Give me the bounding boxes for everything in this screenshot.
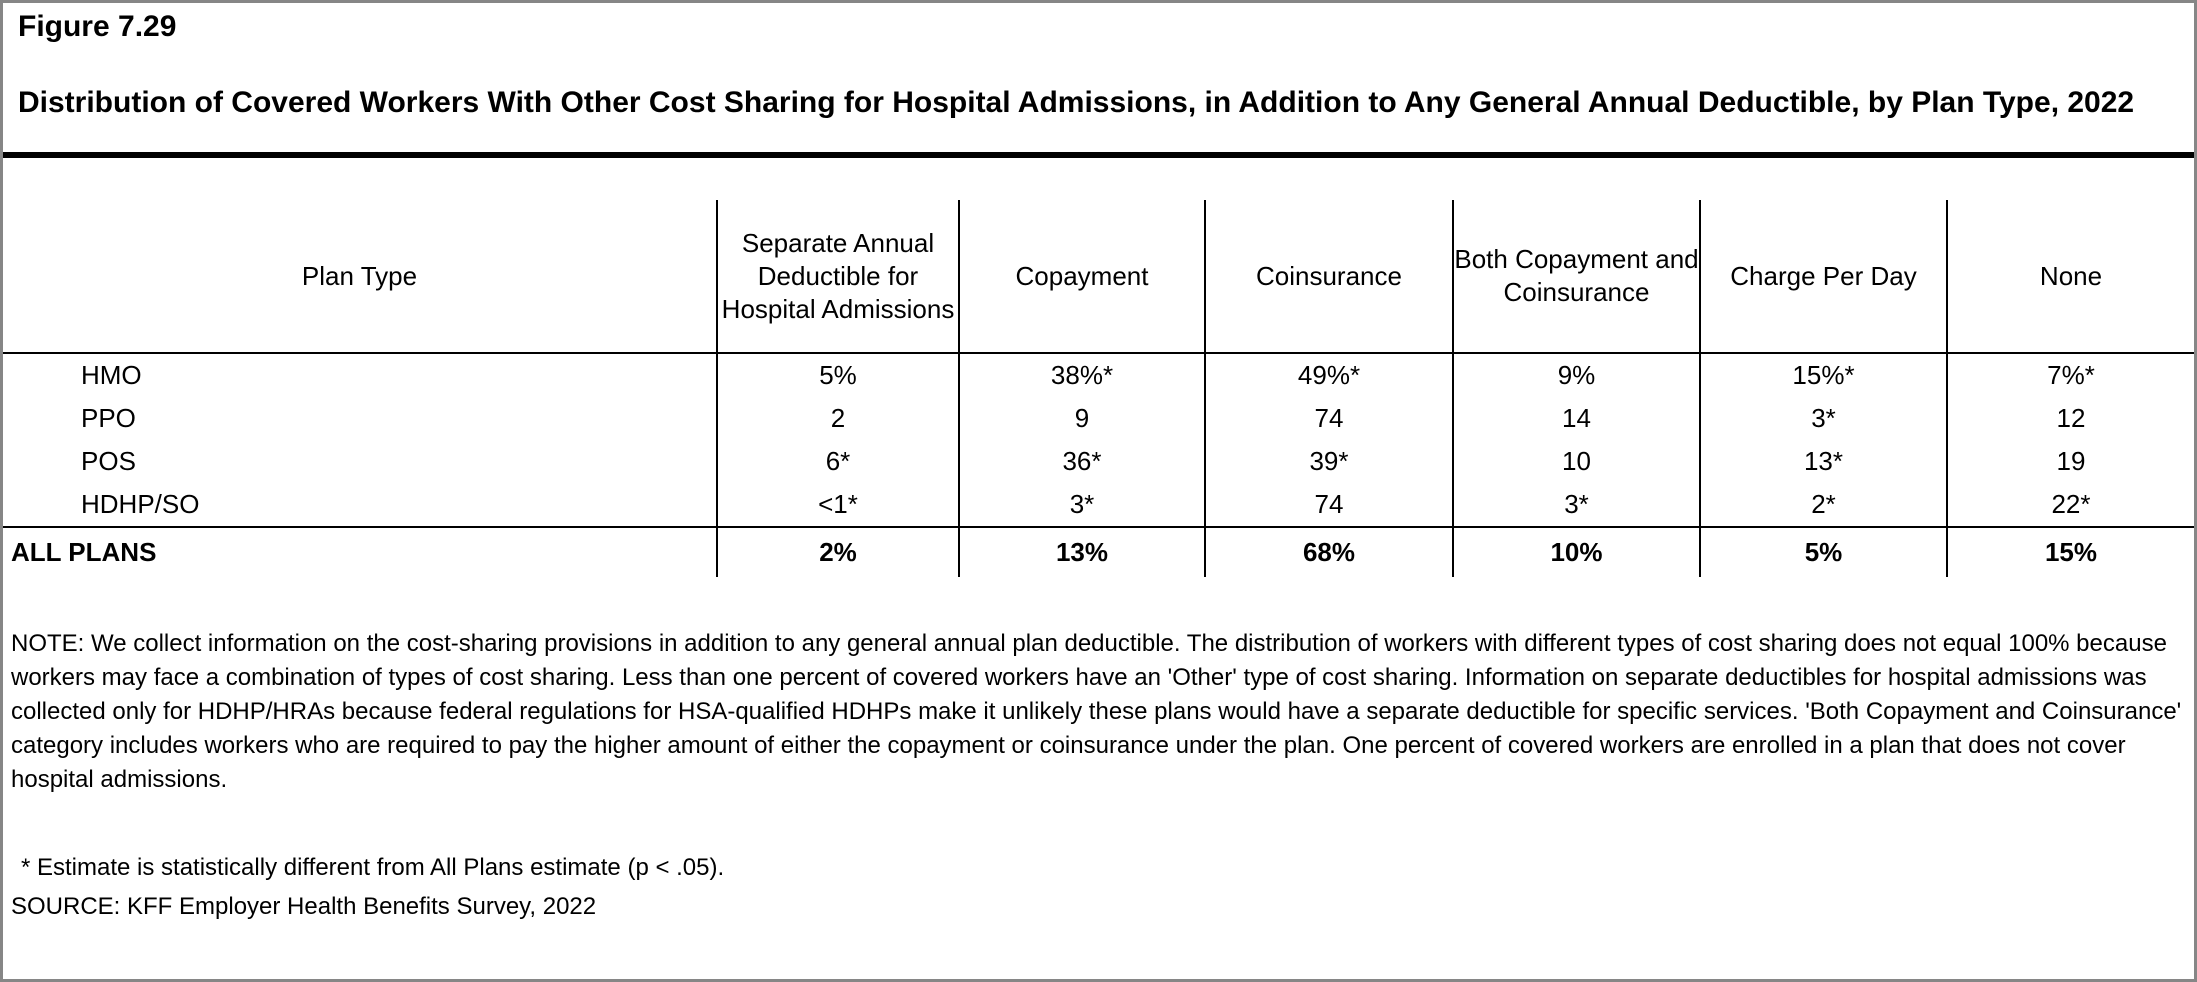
value-cell: 14 xyxy=(1453,397,1700,440)
column-header-coinsurance: Coinsurance xyxy=(1205,200,1453,353)
table-row-pos xyxy=(3,440,2194,483)
value-cell: 3* xyxy=(959,483,1205,527)
row-label: HMO xyxy=(81,360,142,390)
column-header-separate-deductible: Separate Annual Deductible for Hospital Admissions xyxy=(717,200,959,353)
value-cell: 36* xyxy=(959,440,1205,483)
value-cell: 13% xyxy=(959,527,1205,577)
value-cell: 9% xyxy=(1453,353,1700,397)
figure-title: Distribution of Covered Workers With Other Cost Sharing for Hospital Admissions, in Addition to Any General Annual Deductible, by Plan Type, 2022 xyxy=(18,86,2135,119)
header-row xyxy=(3,200,2194,353)
row-label: HDHP/SO xyxy=(81,489,200,519)
cost-sharing-table xyxy=(3,200,2194,577)
value-cell: 10 xyxy=(1453,440,1700,483)
value-cell: 5% xyxy=(1700,527,1947,577)
column-header-none: None xyxy=(1947,200,2194,353)
value-cell: <1* xyxy=(717,483,959,527)
value-cell: 74 xyxy=(1205,483,1453,527)
value-cell: 19 xyxy=(1947,440,2194,483)
column-header-copayment: Copayment xyxy=(959,200,1205,353)
row-label: POS xyxy=(81,446,136,476)
value-cell: 22* xyxy=(1947,483,2194,527)
column-header-both-copayment-coinsurance: Both Copayment and Coinsurance xyxy=(1453,200,1700,353)
title-divider-rule xyxy=(3,152,2194,158)
figure-label: Figure 7.29 xyxy=(18,10,177,43)
value-cell: 2 xyxy=(717,397,959,440)
column-header-plan-type: Plan Type xyxy=(3,200,717,353)
value-cell: 39* xyxy=(1205,440,1453,483)
row-label: PPO xyxy=(81,403,136,433)
value-cell: 13* xyxy=(1700,440,1947,483)
value-cell: 2* xyxy=(1700,483,1947,527)
value-cell: 68% xyxy=(1205,527,1453,577)
value-cell: 5% xyxy=(717,353,959,397)
value-cell: 3* xyxy=(1453,483,1700,527)
value-cell: 3* xyxy=(1700,397,1947,440)
value-cell: 10% xyxy=(1453,527,1700,577)
table-row-hdhp-so xyxy=(3,483,2194,527)
source-text: SOURCE: KFF Employer Health Benefits Survey, 2022 xyxy=(11,893,597,920)
footnote-text: * Estimate is statistically different from All Plans estimate (p < .05). xyxy=(21,854,725,881)
value-cell: 9 xyxy=(959,397,1205,440)
note-text: NOTE: We collect information on the cost-sharing provisions in addition to any general annual plan deductible. The distribution of workers with different types of cost sharing does not equal 100% because workers may face a combination of types of cost sharing. Less than one percent of covered workers have an 'Other' type of cost sharing. Information on separate deductibles for hospital admissions was collected only for HDHP/HRAs because federal regulations for HSA-qualified HDHPs make it unlikely these plans would have a separate deductible for specific services. 'Both Copayment and Coinsurance' category includes workers who are required to pay the higher amount of either the copayment or coinsurance under the plan. One percent of covered workers are enrolled in a plan that does not cover hospital admissions. xyxy=(11,630,2182,793)
table-row-ppo xyxy=(3,397,2194,440)
value-cell: 6* xyxy=(717,440,959,483)
table-row-all-plans xyxy=(3,527,2194,577)
row-label-all-plans: ALL PLANS xyxy=(3,527,717,577)
value-cell: 74 xyxy=(1205,397,1453,440)
value-cell: 7%* xyxy=(1947,353,2194,397)
value-cell: 2% xyxy=(717,527,959,577)
value-cell: 12 xyxy=(1947,397,2194,440)
value-cell: 49%* xyxy=(1205,353,1453,397)
value-cell: 15% xyxy=(1947,527,2194,577)
value-cell: 38%* xyxy=(959,353,1205,397)
table-row-hmo xyxy=(3,353,2194,397)
value-cell: 15%* xyxy=(1700,353,1947,397)
column-header-charge-per-day: Charge Per Day xyxy=(1700,200,1947,353)
